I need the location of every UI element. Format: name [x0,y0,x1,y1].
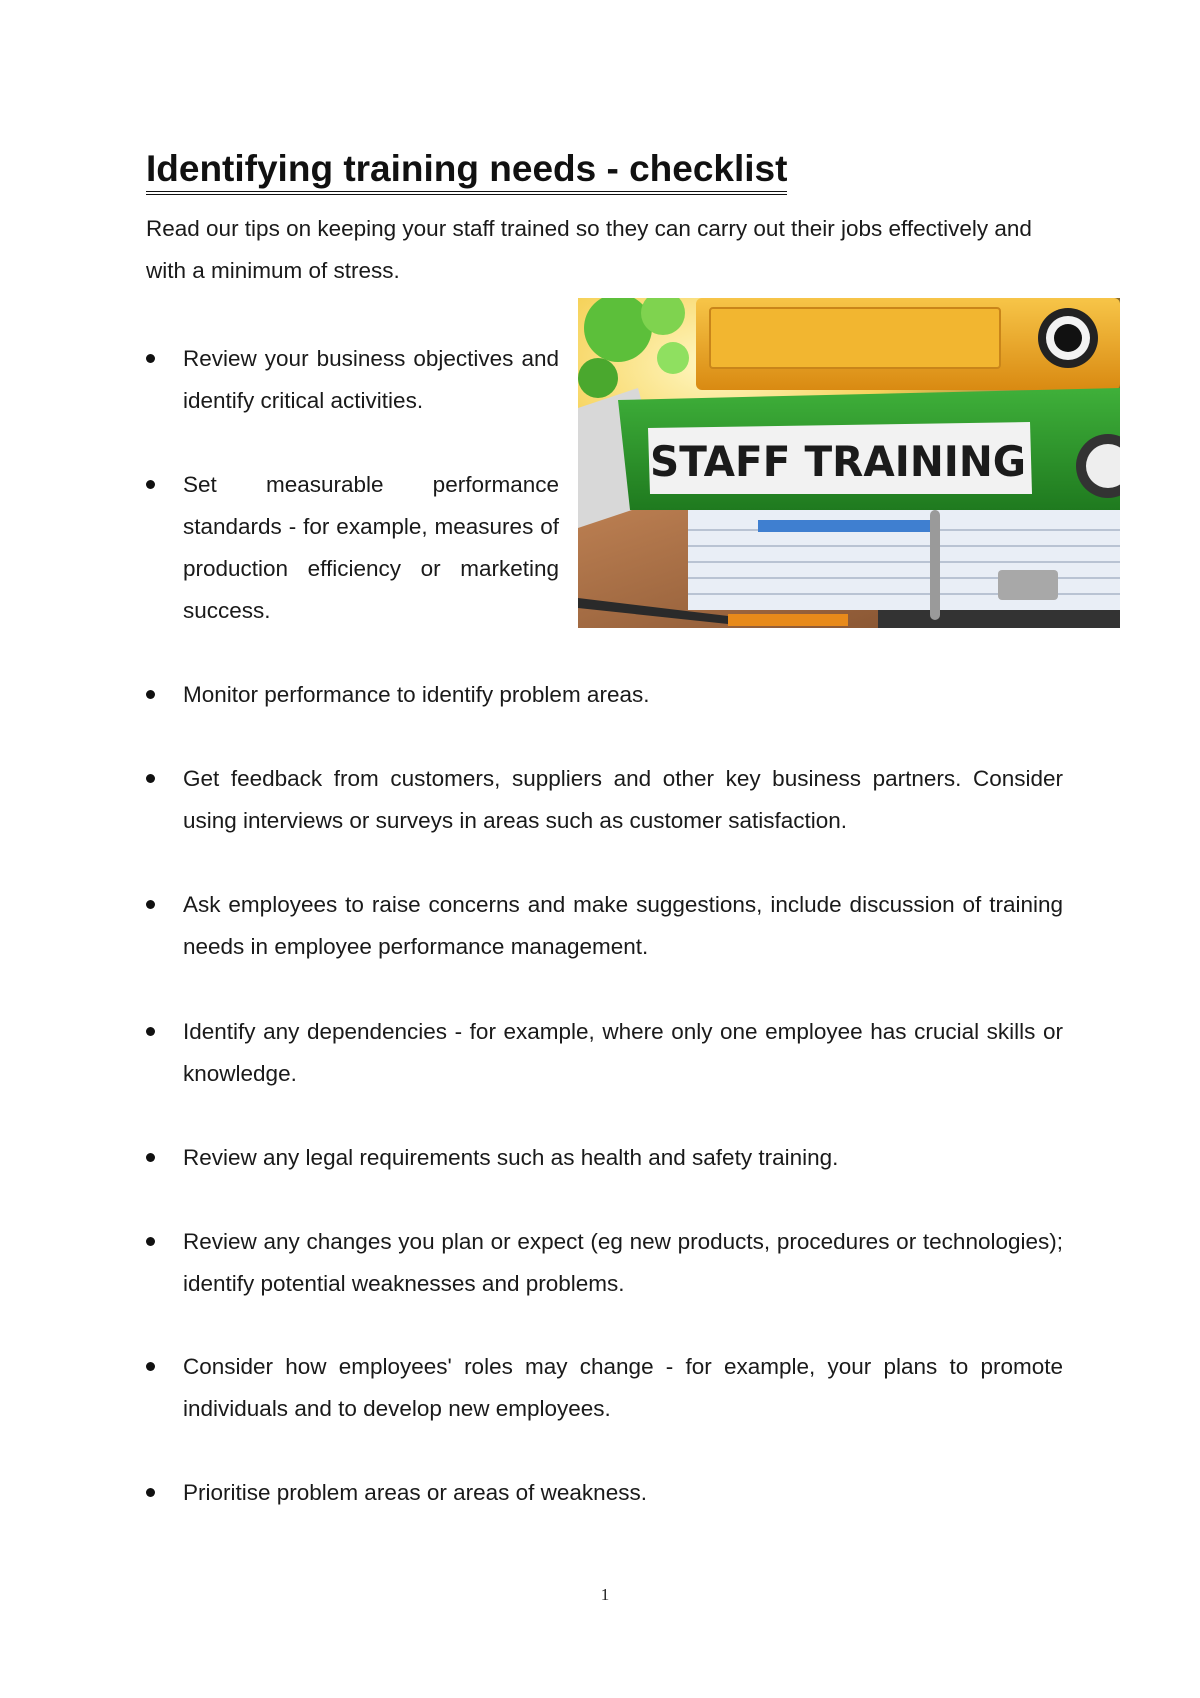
list-item: Ask employees to raise concerns and make suggestions, include discussion of training needs in employee performance management. [146,884,1063,968]
bullet-icon [146,1237,155,1246]
list-item: Review any legal requirements such as health and safety training. [146,1137,1063,1179]
list-item: Review any changes you plan or expect (eg new products, procedures or technologies); identify potential weaknesses and problems. [146,1221,1063,1305]
list-item: Monitor performance to identify problem areas. [146,674,1063,716]
page-number: 1 [600,1585,610,1604]
list-item: Get feedback from customers, suppliers and other key business partners. Consider using interviews or surveys in areas such as customer satisfaction. [146,758,1063,842]
bullet-icon [146,690,155,699]
bullet-icon [146,1153,155,1162]
list-item: Consider how employees' roles may change - for example, your plans to promote individuals and to develop new employees. [146,1346,1063,1430]
bullet-icon [146,1488,155,1497]
list-item: Identify any dependencies - for example, where only one employee has crucial skills or knowledge. [146,1011,1063,1095]
intro-paragraph: Read our tips on keeping your staff trained so they can carry out their jobs effectively and with a minimum of stress. [146,216,1032,283]
staff-training-label: STAFF TRAINING [650,437,1026,486]
list-item: Set measurable performance standards - for example, measures of production efficiency or marketing success. [146,464,559,632]
page-title: Identifying training needs - checklist [146,148,787,195]
staff-training-image [578,298,1120,628]
bullet-icon [146,900,155,909]
bullet-icon [146,774,155,783]
bullet-icon [146,354,155,363]
bullet-icon [146,480,155,489]
list-item: Prioritise problem areas or areas of weakness. [146,1472,1063,1514]
list-item: Review your business objectives and identify critical activities. [146,338,559,422]
bullet-icon [146,1362,155,1371]
bullet-icon [146,1027,155,1036]
